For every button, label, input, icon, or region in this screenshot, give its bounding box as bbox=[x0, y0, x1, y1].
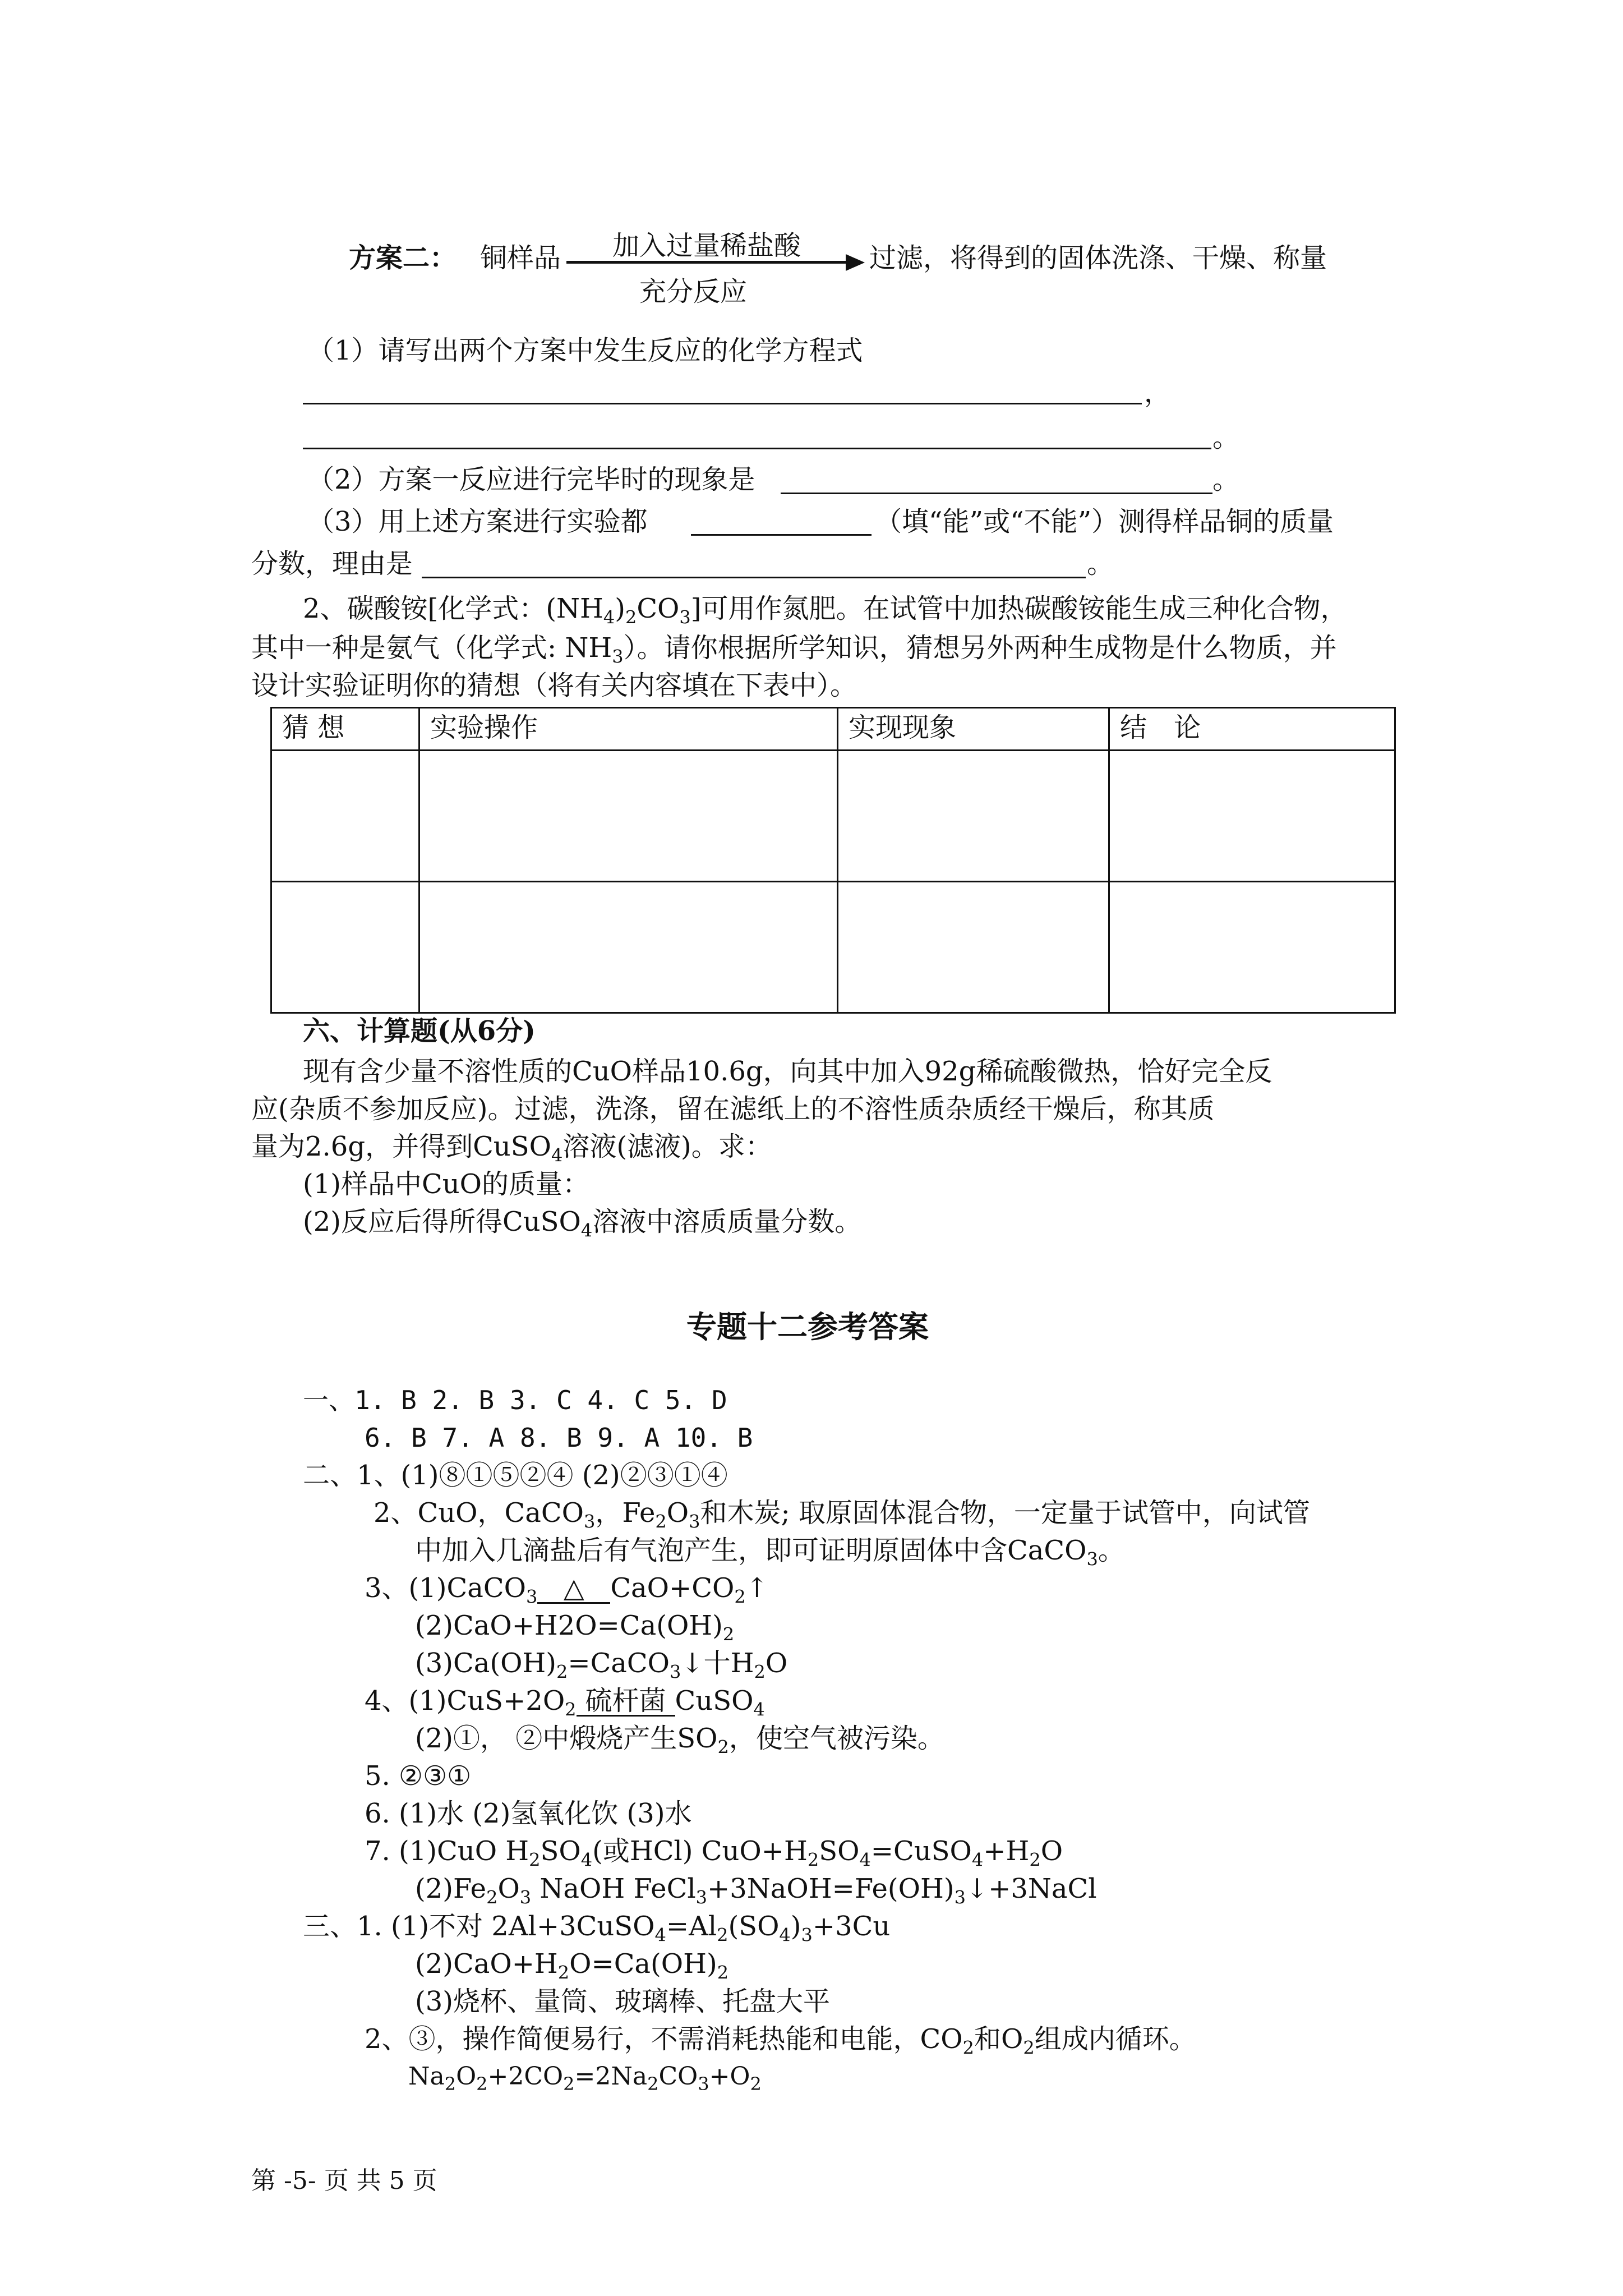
q1-line2-end: 。 bbox=[1212, 422, 1240, 453]
table-cell[interactable] bbox=[838, 882, 1109, 1013]
calc-sub1: (1)样品中CuO的质量： bbox=[303, 1168, 589, 1200]
answers-s2-7-1: 7. (1)CuO $H_2SO_4$(或HCl) $CuO+H_2SO_4=CuSO_4+H_2O$ bbox=[365, 1835, 1063, 1871]
q1-stem: （1）请写出两个方案中发生反应的化学方程式 bbox=[307, 335, 863, 366]
answers-s2-3-2: $(2)CaO+H2O=Ca(OH)_2$ bbox=[415, 1610, 735, 1645]
table-cell[interactable] bbox=[419, 882, 838, 1013]
table-row bbox=[271, 882, 1395, 1013]
q2-line1: 2、碳酸铵[化学式：$(NH_4)_2CO_3$]可用作氮肥。在试管中加热碳酸铵能生成三种化合物， bbox=[303, 593, 1348, 628]
scheme2-after: 过滤，将得到的固体洗涤、干燥、称量 bbox=[869, 242, 1327, 274]
q2-stem: （2）方案一反应进行完毕时的现象是 bbox=[307, 464, 755, 495]
reaction-arrow bbox=[566, 261, 847, 264]
table-cell[interactable] bbox=[419, 751, 838, 882]
q2-line3: 设计实验证明你的猜想（将有关内容填在下表中）。 bbox=[251, 670, 857, 701]
answers-title: 专题十二参考答案 bbox=[686, 1309, 929, 1345]
answers-s3-1-2: $(2)CaO+H_2O=Ca(OH)_2$ bbox=[415, 1948, 729, 1984]
answers-s1-line1: 一、1. B 2. B 3. C 4. C 5. D bbox=[303, 1385, 727, 1415]
q3-mid: （填“能”或“不能”）测得样品铜的质量 bbox=[875, 506, 1334, 537]
answers-s2-2-line2: 中加入几滴盐后有气泡产生，即可证明原固体中含CaCO$_3$。 bbox=[415, 1535, 1125, 1570]
calc-p1: 现有含少量不溶性质的CuO样品10.6g，向其中加入92g稀硫酸微热，恰好完全反 bbox=[303, 1056, 1272, 1087]
calc-heading: 六、计算题(从6分) bbox=[303, 1015, 536, 1047]
answers-s3-1: 三、1. (1)不对 $2Al+3CuSO_4=Al_2(SO_4)_3+3Cu$ bbox=[303, 1911, 891, 1946]
answers-s3-2: 2、③，操作简便易行，不需消耗热能和电能，$CO_2$和$O_2$组成内循环。 bbox=[365, 2023, 1196, 2059]
table-row bbox=[271, 751, 1395, 882]
page-footer: 第 -5- 页 共 5 页 bbox=[251, 2166, 437, 2195]
answer-blank-1[interactable] bbox=[303, 403, 1142, 404]
answers-s2-4-1: 4、$(1)CuS+2O_2$ 硫杆菌 CuSO$_4$ bbox=[365, 1685, 765, 1720]
table-cell[interactable] bbox=[271, 882, 419, 1013]
answers-s2-3-3: $(3)Ca(OH)_2=CaCO_3↓$十$H_2O$ bbox=[415, 1648, 788, 1683]
scheme2-sample: 铜样品 bbox=[480, 242, 561, 274]
answers-s1-line2: 6. B 7. A 8. B 9. A 10. B bbox=[365, 1423, 753, 1453]
header-guess: 猜 想 bbox=[271, 708, 419, 751]
scheme2-arrow-bottom-label: 充分反应 bbox=[639, 276, 748, 307]
answer-blank-5[interactable] bbox=[422, 577, 1086, 578]
table-cell[interactable] bbox=[271, 751, 419, 882]
table-header-row bbox=[271, 708, 1395, 751]
header-phenomenon: 实现现象 bbox=[838, 708, 1109, 751]
arrowhead-icon bbox=[846, 254, 865, 271]
scheme2-arrow-top-label: 加入过量稀盐酸 bbox=[612, 230, 801, 261]
header-conclusion: 结 论 bbox=[1109, 708, 1395, 751]
table-cell[interactable] bbox=[838, 751, 1109, 882]
q1-line1-end: ， bbox=[1144, 377, 1172, 408]
q3-line2-end: 。 bbox=[1087, 548, 1114, 579]
answer-blank-2[interactable] bbox=[303, 448, 1211, 449]
experiment-table bbox=[270, 707, 1396, 1014]
calc-p3: 量为2.6g，并得到CuSO$_4$溶液(滤液)。求： bbox=[251, 1131, 772, 1166]
calc-sub2: (2)反应后得所得CuSO$_4$溶液中溶质质量分数。 bbox=[303, 1206, 862, 1241]
answers-s2-1: 二、1、(1)⑧①⑤②④ (2)②③①④ bbox=[303, 1460, 728, 1491]
answers-s2-2: 2、CuO，CaCO$_3$，$Fe_2O_3$和木炭; 取原固体混合物，一定量于试管中，向试管 bbox=[374, 1497, 1310, 1533]
answers-s2-5: 5. ②③① bbox=[365, 1760, 472, 1792]
calc-p2: 应(杂质不参加反应)。过滤，洗涤，留在滤纸上的不溶性质杂质经干燥后，称其质 bbox=[251, 1093, 1215, 1125]
answers-s2-7-2: $(2)Fe_2O_3$ NaOH $FeCl_3+3NaOH=Fe(OH)_3↓+3NaCl$ bbox=[415, 1873, 1097, 1908]
answers-s2-6: 6. (1)水 (2)氢氧化饮 (3)水 bbox=[365, 1798, 692, 1829]
q2-line2: 其中一种是氨气（化学式: $NH_3$）。请你根据所学知识，猜想另外两种生成物是什么物质，并 bbox=[251, 632, 1337, 668]
table-cell[interactable] bbox=[1109, 751, 1395, 882]
header-operation: 实验操作 bbox=[419, 708, 838, 751]
answers-s2-3-1: 3、(1)CaCO$_3$ △ $CaO+CO_2↑$ bbox=[365, 1572, 768, 1608]
answers-s3-2-2: $Na_2O_2+2CO_2=2Na_2CO_3+O_2$ bbox=[408, 2062, 762, 2095]
answers-s2-4-2: (2)①， ②中煅烧产生$SO_2$，使空气被污染。 bbox=[415, 1723, 944, 1758]
answers-s3-1-3: (3)烧杯、量筒、玻璃棒、托盘大平 bbox=[415, 1986, 830, 2017]
answer-blank-4[interactable] bbox=[691, 534, 872, 536]
table-cell[interactable] bbox=[1109, 882, 1395, 1013]
q3-line2: 分数，理由是 bbox=[251, 548, 413, 579]
q2-end: 。 bbox=[1212, 464, 1240, 495]
scheme2-label: 方案二： bbox=[349, 242, 457, 274]
answer-blank-3[interactable] bbox=[781, 493, 1212, 494]
q3-stem: （3）用上述方案进行实验都 bbox=[307, 506, 648, 537]
